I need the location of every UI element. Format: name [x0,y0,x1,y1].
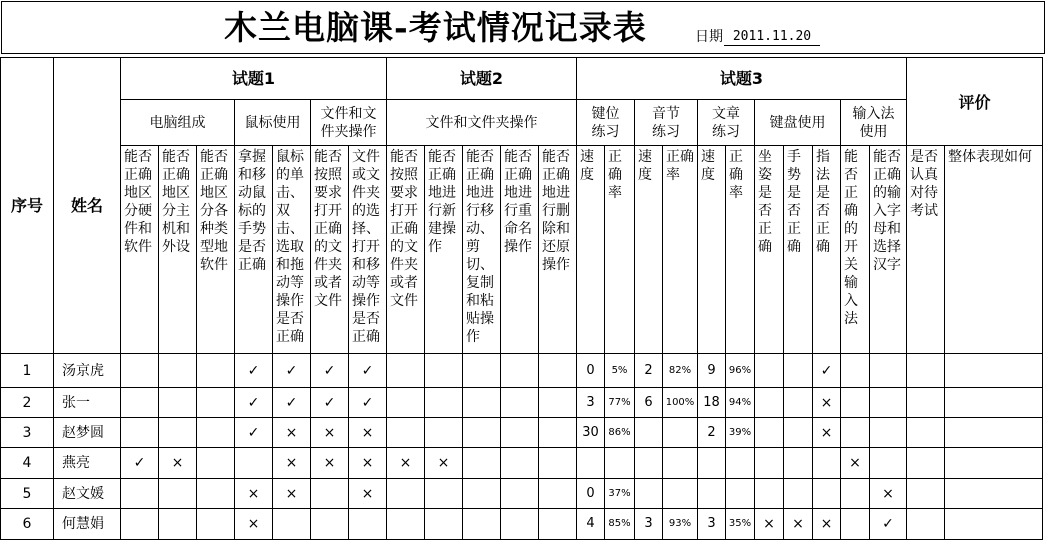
score-cell-23[interactable] [870,354,907,388]
score-cell-6[interactable] [311,479,349,509]
subheader-syllable-practice[interactable]: 音节 练习 [635,100,698,146]
header-seq[interactable]: 序号 [1,58,54,354]
sheet-title[interactable]: 木兰电脑课-考试情况记录表 [224,8,647,47]
score-cell-16[interactable] [663,479,698,509]
score-cell-10[interactable] [463,354,501,388]
item-header-24[interactable]: 是否认真对待考试 [907,146,945,354]
score-cell-2[interactable] [159,509,197,540]
score-cell-20[interactable] [784,479,813,509]
row-name-cell[interactable]: 何慧娟 [54,509,121,540]
score-cell-21[interactable]: × [813,509,841,540]
score-cell-6[interactable] [311,509,349,540]
score-cell-19[interactable] [755,418,784,448]
score-cell-25[interactable] [945,479,1043,509]
score-cell-12[interactable] [539,388,577,418]
subheader-keyboard-use[interactable]: 键盘使用 [755,100,841,146]
table-row [1,479,1043,509]
score-cell-11[interactable] [501,479,539,509]
score-cell-13[interactable]: 3 [577,388,605,418]
score-cell-11[interactable] [501,354,539,388]
score-cell-9[interactable] [425,509,463,540]
score-cell-9[interactable] [425,354,463,388]
score-cell-7[interactable]: ✓ [349,388,387,418]
score-cell-14[interactable]: 5% [605,354,635,388]
header-name[interactable]: 姓名 [54,58,121,354]
score-cell-17[interactable] [698,448,726,479]
item-header-10[interactable]: 能否正确地进行移动、剪切、复制和粘贴操作 [463,146,501,354]
score-cell-16[interactable] [663,418,698,448]
item-header-7[interactable]: 文件或文件夹的选择、打开和移动等操作是否正确 [349,146,387,354]
item-header-11[interactable]: 能否正确地进行重命名操作 [501,146,539,354]
score-cell-14[interactable]: 37% [605,479,635,509]
row-seq-cell[interactable]: 4 [1,448,54,479]
subheader-article-practice[interactable]: 文章 练习 [698,100,755,146]
score-cell-25[interactable] [945,418,1043,448]
item-header-18[interactable]: 正确率 [726,146,755,354]
score-cell-8[interactable] [387,509,425,540]
title-bar [1,1,1045,54]
score-cell-23[interactable] [870,418,907,448]
score-cell-24[interactable] [907,479,945,509]
score-cell-1[interactable] [121,388,159,418]
score-cell-10[interactable] [463,388,501,418]
score-cell-15[interactable]: 6 [635,388,663,418]
score-cell-17[interactable]: 2 [698,418,726,448]
score-cell-1[interactable] [121,418,159,448]
row-name-cell[interactable]: 赵文媛 [54,479,121,509]
score-cell-4[interactable]: ✓ [235,354,273,388]
score-cell-25[interactable] [945,354,1043,388]
score-cell-10[interactable] [463,448,501,479]
score-cell-3[interactable] [197,388,235,418]
table-row [1,418,1043,448]
table-row [1,448,1043,479]
score-cell-11[interactable] [501,448,539,479]
score-cell-10[interactable] [463,418,501,448]
score-cell-19[interactable] [755,388,784,418]
header-group-1[interactable]: 试题1 [121,58,387,100]
score-cell-7[interactable] [349,509,387,540]
score-cell-6[interactable]: ✓ [311,388,349,418]
score-cell-8[interactable] [387,354,425,388]
score-cell-24[interactable] [907,418,945,448]
header-group-3[interactable]: 试题3 [577,58,907,100]
score-cell-15[interactable] [635,479,663,509]
row-name-cell[interactable]: 赵梦圆 [54,418,121,448]
score-cell-9[interactable] [425,388,463,418]
score-cell-13[interactable]: 0 [577,354,605,388]
score-cell-16[interactable]: 100% [663,388,698,418]
score-cell-1[interactable] [121,509,159,540]
item-header-5[interactable]: 鼠标的单击、双击、选取和拖动等操作是否正确 [273,146,311,354]
score-cell-8[interactable]: × [387,448,425,479]
score-cell-2[interactable]: × [159,448,197,479]
row-seq-cell[interactable]: 2 [1,388,54,418]
score-cell-2[interactable] [159,479,197,509]
item-header-17[interactable]: 速度 [698,146,726,354]
score-cell-15[interactable]: 2 [635,354,663,388]
score-cell-4[interactable] [235,448,273,479]
table-row [1,354,1043,388]
score-cell-17[interactable]: 3 [698,509,726,540]
score-cell-17[interactable]: 18 [698,388,726,418]
date-value[interactable]: 2011.11.20 [724,29,820,46]
header-eval[interactable]: 评价 [907,58,1043,146]
item-header-1[interactable]: 能否正确地区分硬件和软件 [121,146,159,354]
score-cell-14[interactable]: 77% [605,388,635,418]
item-header-2[interactable]: 能否正确地区分主机和外设 [159,146,197,354]
score-cell-21[interactable]: ✓ [813,354,841,388]
score-cell-11[interactable] [501,388,539,418]
score-cell-21[interactable]: × [813,418,841,448]
score-cell-22[interactable] [841,354,870,388]
score-cell-16[interactable]: 93% [663,509,698,540]
score-cell-7[interactable]: ✓ [349,354,387,388]
item-header-22[interactable]: 能否正确的开关输入法 [841,146,870,354]
score-cell-18[interactable]: 35% [726,509,755,540]
score-cell-18[interactable]: 94% [726,388,755,418]
score-cell-6[interactable]: ✓ [311,354,349,388]
score-cell-5[interactable] [273,509,311,540]
row-seq-cell[interactable]: 3 [1,418,54,448]
row-seq-cell[interactable]: 5 [1,479,54,509]
score-cell-12[interactable] [539,509,577,540]
data-rows [1,354,1043,540]
score-cell-9[interactable]: × [425,448,463,479]
score-cell-16[interactable] [663,448,698,479]
score-cell-22[interactable] [841,479,870,509]
header-group-2[interactable]: 试题2 [387,58,577,100]
score-cell-24[interactable] [907,509,945,540]
score-cell-14[interactable]: 86% [605,418,635,448]
score-cell-15[interactable] [635,448,663,479]
score-cell-16[interactable]: 82% [663,354,698,388]
score-cell-23[interactable] [870,388,907,418]
subheader-file-ops-2[interactable]: 文件和文件夹操作 [387,100,577,146]
score-cell-8[interactable] [387,479,425,509]
subheader-file-ops-1[interactable]: 文件和文 件夹操作 [311,100,387,146]
score-cell-11[interactable] [501,509,539,540]
score-cell-4[interactable]: ✓ [235,418,273,448]
score-cell-19[interactable] [755,354,784,388]
score-cell-13[interactable] [577,448,605,479]
score-cell-24[interactable] [907,448,945,479]
item-header-9[interactable]: 能否正确地进行新建操作 [425,146,463,354]
score-cell-4[interactable]: × [235,509,273,540]
score-cell-14[interactable] [605,448,635,479]
score-cell-21[interactable]: × [813,388,841,418]
subheader-mouse-use[interactable]: 鼠标使用 [235,100,311,146]
score-cell-5[interactable]: × [273,448,311,479]
score-cell-12[interactable] [539,448,577,479]
date-label[interactable]: 日期 [695,29,723,45]
score-cell-6[interactable]: × [311,418,349,448]
score-cell-3[interactable] [197,354,235,388]
item-header-19[interactable]: 坐姿是否正确 [755,146,784,354]
score-cell-12[interactable] [539,418,577,448]
item-header-15[interactable]: 速度 [635,146,663,354]
score-cell-8[interactable] [387,388,425,418]
score-cell-20[interactable] [784,388,813,418]
score-cell-13[interactable]: 0 [577,479,605,509]
row-name-cell[interactable]: 燕亮 [54,448,121,479]
score-cell-18[interactable]: 96% [726,354,755,388]
score-cell-21[interactable] [813,479,841,509]
score-cell-24[interactable] [907,354,945,388]
score-cell-5[interactable]: × [273,418,311,448]
score-cell-13[interactable]: 4 [577,509,605,540]
score-cell-25[interactable] [945,388,1043,418]
score-cell-11[interactable] [501,418,539,448]
score-cell-24[interactable] [907,388,945,418]
score-cell-3[interactable] [197,509,235,540]
score-cell-17[interactable]: 9 [698,354,726,388]
item-header-14[interactable]: 正确率 [605,146,635,354]
score-cell-6[interactable]: × [311,448,349,479]
score-cell-22[interactable]: × [841,448,870,479]
row-name-cell[interactable]: 汤京虎 [54,354,121,388]
score-cell-22[interactable] [841,509,870,540]
score-cell-18[interactable] [726,448,755,479]
score-cell-25[interactable] [945,509,1043,540]
item-header-4[interactable]: 拿握和移动鼠标的手势是否正确 [235,146,273,354]
subheader-computer-parts[interactable]: 电脑组成 [121,100,235,146]
score-cell-7[interactable]: × [349,448,387,479]
score-cell-4[interactable]: ✓ [235,388,273,418]
score-cell-20[interactable] [784,418,813,448]
item-header-13[interactable]: 速度 [577,146,605,354]
item-header-3[interactable]: 能否正确地区分各种类型地软件 [197,146,235,354]
score-cell-9[interactable] [425,418,463,448]
score-cell-20[interactable] [784,354,813,388]
score-cell-5[interactable]: × [273,479,311,509]
score-cell-23[interactable] [870,448,907,479]
score-cell-3[interactable] [197,418,235,448]
table-row [1,388,1043,418]
score-cell-17[interactable] [698,479,726,509]
item-header-21[interactable]: 指法是否正确 [813,146,841,354]
table-row [1,509,1043,540]
score-cell-19[interactable] [755,479,784,509]
item-header-12[interactable]: 能否正确地进行删除和还原操作 [539,146,577,354]
item-header-6[interactable]: 能否按照要求打开正确的文件夹或者文件 [311,146,349,354]
score-cell-1[interactable]: ✓ [121,448,159,479]
row-seq-cell[interactable]: 6 [1,509,54,540]
score-cell-14[interactable]: 85% [605,509,635,540]
row-seq-cell[interactable]: 1 [1,354,54,388]
score-cell-13[interactable]: 30 [577,418,605,448]
score-cell-19[interactable] [755,448,784,479]
row-name-cell[interactable]: 张一 [54,388,121,418]
score-cell-2[interactable] [159,354,197,388]
score-cell-8[interactable] [387,418,425,448]
subheader-input-method[interactable]: 输入法 使用 [841,100,907,146]
score-cell-20[interactable] [784,448,813,479]
score-cell-5[interactable]: ✓ [273,388,311,418]
item-header-16[interactable]: 正确率 [663,146,698,354]
subheader-key-practice[interactable]: 键位 练习 [577,100,635,146]
score-cell-18[interactable] [726,479,755,509]
score-cell-15[interactable] [635,418,663,448]
score-cell-7[interactable]: × [349,418,387,448]
score-cell-23[interactable]: ✓ [870,509,907,540]
score-cell-22[interactable] [841,418,870,448]
item-header-23[interactable]: 能否正确的输入字母和选择汉字 [870,146,907,354]
score-cell-3[interactable] [197,448,235,479]
score-cell-7[interactable]: × [349,479,387,509]
score-cell-25[interactable] [945,448,1043,479]
record-table [0,57,1043,540]
score-cell-19[interactable]: × [755,509,784,540]
score-cell-2[interactable] [159,418,197,448]
score-cell-2[interactable] [159,388,197,418]
score-cell-5[interactable]: ✓ [273,354,311,388]
score-cell-1[interactable] [121,354,159,388]
score-cell-20[interactable]: × [784,509,813,540]
item-header-8[interactable]: 能否按照要求打开正确的文件夹或者文件 [387,146,425,354]
score-cell-15[interactable]: 3 [635,509,663,540]
score-cell-12[interactable] [539,479,577,509]
score-cell-23[interactable]: × [870,479,907,509]
item-header-20[interactable]: 手势是否正确 [784,146,813,354]
score-cell-9[interactable] [425,479,463,509]
score-cell-1[interactable] [121,479,159,509]
score-cell-21[interactable] [813,448,841,479]
score-cell-3[interactable] [197,479,235,509]
score-cell-22[interactable] [841,388,870,418]
score-cell-4[interactable]: × [235,479,273,509]
score-cell-10[interactable] [463,509,501,540]
score-cell-12[interactable] [539,354,577,388]
score-cell-10[interactable] [463,479,501,509]
score-cell-18[interactable]: 39% [726,418,755,448]
item-header-25[interactable]: 整体表现如何 [945,146,1043,354]
